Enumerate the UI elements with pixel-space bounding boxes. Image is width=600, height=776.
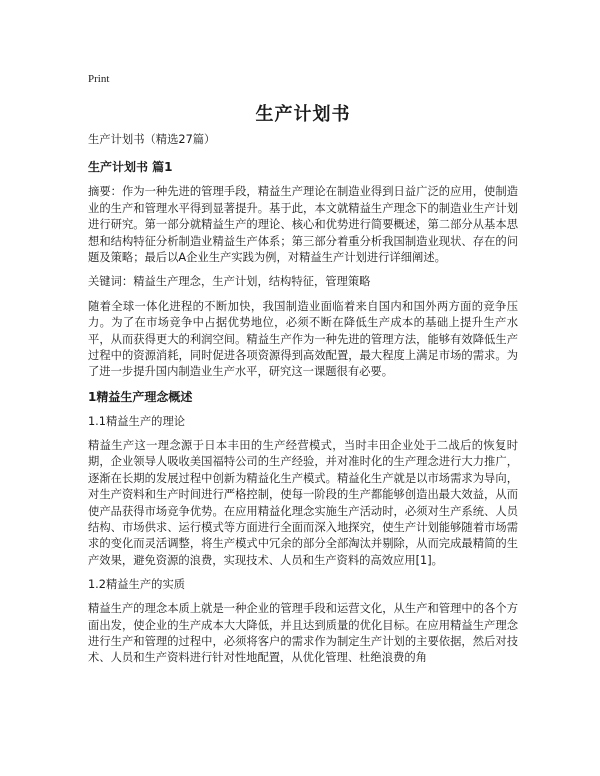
section-1-heading: 1精益生产理念概述: [88, 389, 193, 404]
subsection-1-1-paragraph: 精益生产这一理念源于日本丰田的生产经营模式，当时丰田企业处于二战后的恢复时期，企业领导人吸收美国福特公司的生产经验，并对准时化的生产理念进行大力推广，逐渐在长期的发展过程中创新为精益化生产模式。精益化生产就是以市场需求为导向，对生产资料和生产时间进行严格控制，使每一阶段的生产都能够创造出最大效益，从而使产品获得市场竞争优势。在应用精益化理念实施生产活动时，必须对生产系统、人员结构、市场供求、运行模式等方面进行全面而深入地探究，使生产计划能够随着市场需求的变化而灵活调整，将生产模式中冗余的部分全部淘汰并剔除，从而完成最精简的生产效果，避免资源的浪费，实现技术、人员和生产资料的高效应用[1]。: [88, 438, 518, 567]
subsection-1-2-paragraph: 精益生产的理念本质上就是一种企业的管理手段和运营文化，从生产和管理中的各个方面出发，使企业的生产成本大大降低，并且达到质量的优化目标。在应用精益生产理念进行生产和管理的过程中，必须将客户的需求作为制定生产计划的主要依据，然后对技术、人员和生产资料进行针对性地配置，从优化管理、杜绝浪费的角: [88, 602, 518, 665]
subsection-1-2-heading: 1.2精益生产的实质: [88, 578, 186, 592]
article-heading: 生产计划书 篇1: [88, 160, 173, 175]
document-subtitle: 生产计划书（精选27篇）: [88, 133, 216, 146]
print-link[interactable]: Print: [88, 73, 110, 85]
intro-paragraph: 随着全球一体化进程的不断加快，我国制造业面临着来自国内和国外两方面的竞争压力。为了在市场竞争中占据优势地位，必须不断在降低生产成本的基础上提升生产水平，从而获得更大的利润空间。精益生产作为一种先进的管理方法，能够有效降低生产过程中的资源消耗，同时促进各项资源得到高效配置，最大程度上满足市场的需求。为了进一步提升国内制造业生产水平，研究这一课题很有必要。: [88, 299, 518, 379]
article-body: [88, 132, 518, 674]
subsection-1-1-heading: 1.1精益生产的理论: [88, 414, 186, 428]
abstract-paragraph: 摘要：作为一种先进的管理手段，精益生产理论在制造业得到日益广泛的应用，使制造业的生产和管理水平得到显著提升。基于此，本文就精益生产理念下的制造业生产计划进行研究。第一部分就精益生产的理论、核心和优势进行简要概述，第二部分从基本思想和结构特征分析制造业精益生产体系；第三部分着重分析我国制造业现状、存在的问题及策略；最后以A企业生产实践为例，对精益生产计划进行详细阐述。: [88, 185, 518, 265]
keywords-paragraph: 关键词：精益生产理念，生产计划，结构特征，管理策略: [88, 275, 371, 289]
page-title: 生产计划书: [255, 104, 351, 125]
